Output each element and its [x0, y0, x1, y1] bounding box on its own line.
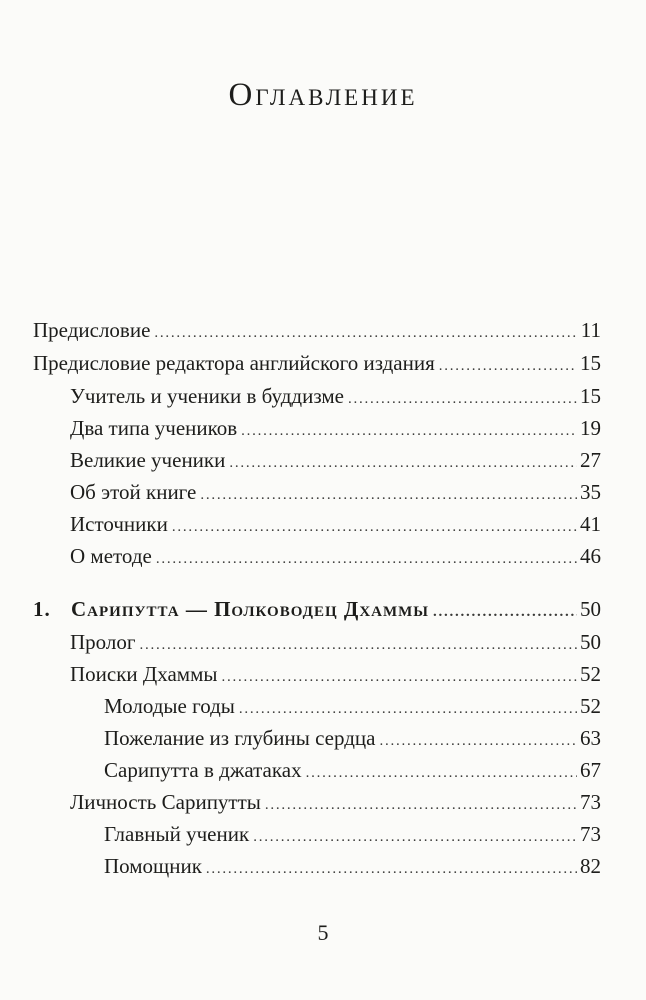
- toc-entry-label: Помощник: [104, 854, 202, 878]
- toc-entry-label: Молодые годы: [104, 694, 235, 718]
- toc-entry-label: О методе: [70, 544, 152, 568]
- toc-entry-label: Предисловие: [33, 318, 151, 342]
- toc-entry-page: 73: [580, 790, 601, 814]
- toc-entry-label: Пролог: [70, 630, 136, 654]
- dot-leader: [206, 856, 577, 882]
- toc-entry-page: 73: [580, 822, 601, 846]
- toc-entry[interactable]: [70, 789, 601, 818]
- toc-entry-label: Учитель и ученики в буддизме: [70, 384, 344, 408]
- dot-leader: [239, 696, 577, 722]
- toc-entry-page: 63: [580, 726, 601, 750]
- toc-entry-page: 50: [580, 630, 601, 654]
- toc-entry-label: Поиски Дхаммы: [70, 662, 218, 686]
- toc-entry-page: 52: [580, 662, 601, 686]
- toc-entry[interactable]: [70, 415, 601, 444]
- toc-entry[interactable]: [70, 447, 601, 476]
- dot-leader: [221, 664, 577, 690]
- toc-entry[interactable]: [104, 821, 601, 850]
- toc-entry-label: Великие ученики: [70, 448, 226, 472]
- dot-leader: [265, 792, 577, 818]
- toc-entry[interactable]: [70, 543, 601, 572]
- dot-leader: [253, 824, 577, 850]
- toc-chapter-label: [33, 596, 429, 622]
- chapter-number: 1.: [33, 597, 51, 621]
- toc-entry-label: Два типа учеников: [70, 416, 238, 440]
- toc-entry[interactable]: [70, 479, 601, 508]
- toc-entry-label: Источники: [70, 512, 168, 536]
- page-title: Оглавление: [228, 77, 418, 113]
- toc-entry[interactable]: [104, 757, 601, 786]
- toc-entry-label: Пожелание из глубины сердца: [104, 726, 376, 750]
- toc-entry-label: Об этой книге: [70, 480, 197, 504]
- toc-entry[interactable]: [70, 511, 601, 540]
- toc-entry-page: 15: [580, 384, 601, 408]
- toc-entry[interactable]: [70, 383, 601, 412]
- toc-entry-page: 19: [580, 416, 601, 440]
- toc-entry[interactable]: [104, 693, 601, 722]
- toc-entry[interactable]: [70, 629, 601, 658]
- toc-entry-page: 46: [580, 544, 601, 568]
- dot-leader: [348, 386, 577, 412]
- chapter-title: Сарипутта — Полководец Дхаммы: [71, 597, 430, 621]
- toc-entry[interactable]: [33, 350, 601, 379]
- toc-entry-label: Предисловие редактора английского издания: [33, 351, 435, 375]
- toc-entry-page: 82: [580, 854, 601, 878]
- toc-entry-label: Главный ученик: [104, 822, 250, 846]
- dot-leader: [439, 353, 577, 379]
- page-number: 5: [317, 920, 329, 945]
- dot-leader: [306, 760, 577, 786]
- dot-leader: [156, 546, 577, 572]
- toc-entry-page: 35: [580, 480, 601, 504]
- toc-entry[interactable]: [33, 317, 601, 346]
- toc-entry[interactable]: [104, 725, 601, 754]
- dot-leader: [241, 418, 577, 444]
- toc-entry-page: 50: [580, 597, 601, 621]
- toc-entry[interactable]: [70, 661, 601, 690]
- dot-leader: [172, 514, 577, 540]
- dot-leader: [433, 599, 577, 625]
- toc-entry-page: 52: [580, 694, 601, 718]
- toc-entry-page: 27: [580, 448, 601, 472]
- toc-entry-page: 41: [580, 512, 601, 536]
- toc-entry-page: 15: [580, 351, 601, 375]
- toc-entry-label: Сарипутта в джатаках: [104, 758, 302, 782]
- dot-leader: [229, 450, 577, 476]
- toc-entry-page: 67: [580, 758, 601, 782]
- dot-leader: [139, 632, 577, 658]
- toc-chapter-entry[interactable]: [33, 596, 601, 625]
- toc-entry-page: 11: [580, 318, 601, 342]
- dot-leader: [154, 320, 577, 346]
- dot-leader: [200, 482, 577, 508]
- toc-entry[interactable]: [104, 853, 601, 882]
- toc-entry-label: Личность Сарипутты: [70, 790, 261, 814]
- dot-leader: [379, 728, 577, 754]
